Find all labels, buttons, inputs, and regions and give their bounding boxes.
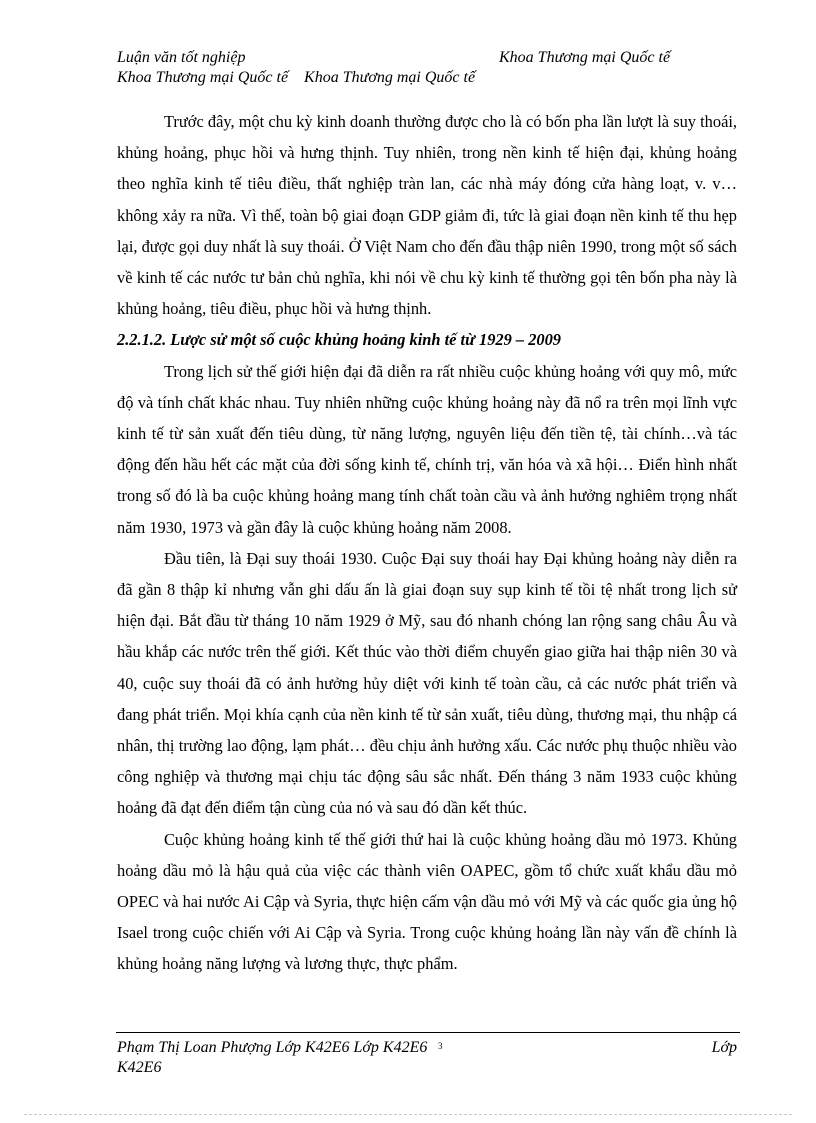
paragraph-business-cycle: Trước đây, một chu kỳ kinh doanh thường được cho là có bốn pha lần lượt là suy thoái, khủng hoảng, phục hồi và hưng thịnh. Tuy nhiên, trong nền kinh tế hiện đại, khủng hoảng theo nghĩa kinh tế tiêu điều, thất nghiệp tràn lan, các nhà máy đóng cửa hàng loạt, v. v… không xảy ra nữa. Vì thế, toàn bộ giai đoạn GDP giảm đi, tức là giai đoạn nền kinh tế thu hẹp lại, được gọi duy nhất là suy thoái. Ở Việt Nam cho đến đầu thập niên 1990, trong một số sách về kinh tế các nước tư bản chủ nghĩa, khi nói về chu kỳ kinh tế thường gọi tên bốn pha này là khủng hoảng, tiêu điều, phục hồi và hưng thịnh. (117, 112, 737, 319)
page-footer (117, 1038, 737, 1078)
footer-class-label: Lớp (711, 1039, 737, 1056)
page-boundary-line (24, 1114, 792, 1115)
paragraph-great-depression: Đầu tiên, là Đại suy thoái 1930. Cuộc Đại suy thoái hay Đại khủng hoảng này diễn ra đã gần 8 thập kỉ nhưng vẫn ghi dấu ấn là giai đoạn suy sụp kinh tế tồi tệ nhất trong lịch sử hiện đại. Bắt đầu từ tháng 10 năm 1929 ở Mỹ, sau đó nhanh chóng lan rộng sang châu Âu và hầu khắp các nước trên thế giới. Kết thúc vào thời điểm chuyển giao giữa hai thập niên 30 và 40, cuộc suy thoái đã có ảnh hưởng hủy diệt với kinh tế toàn cầu, cả các nước phát triển và đang phát triển. Mọi khía cạnh của nền kinh tế từ sản xuất, tiêu dùng, thương mại, thu nhập cá nhân, thị trường lao động, lạm phát… đều chịu ảnh hưởng xấu. Các nước phụ thuộc nhiều vào công nghiệp và thương mại chịu tác động sâu sắc nhất. Đến tháng 3 năm 1933 cuộc khủng hoảng đã đạt đến điểm tận cùng của nó và sau đó dần kết thúc. (117, 548, 737, 818)
footer-row-1 (117, 1038, 737, 1058)
footer-class-code: K42E6 (117, 1059, 162, 1076)
paragraph-crisis-history: Trong lịch sử thế giới hiện đại đã diễn ra rất nhiều cuộc khủng hoảng với quy mô, mức độ và tính chất khác nhau. Tuy nhiên những cuộc khủng hoảng này đã nổ ra trên mọi lĩnh vực kinh tế từ sản xuất đến tiêu dùng, từ năng lượng, nguyên liệu đến tiền tệ, tài chính…và tác động đến hầu hết các mặt của đời sống kinh tế, chính trị, văn hóa và xã hội… Điển hình nhất trong số đó là ba cuộc khủng hoảng mang tính chất toàn cầu và ảnh hưởng nghiêm trọng nhất năm 1930, 1973 và gần đây là cuộc khủng hoảng năm 2008. (117, 361, 737, 537)
header-row-2 (117, 68, 717, 88)
footer-divider (116, 1032, 740, 1033)
paragraph-oil-crisis: Cuộc khủng hoảng kinh tế thế giới thứ hai là cuộc khủng hoảng dầu mỏ 1973. Khủng hoảng dầu mỏ là hậu quả của việc các thành viên OAPEC, gồm tổ chức xuất khẩu dầu mỏ OPEC và hai nước Ai Cập và Syria, thực hiện cấm vận dầu mỏ với Mỹ và các quốc gia ủng hộ Isael trong cuộc chiến với Ai Cập và Syria. Trong cuộc khủng hoảng lần này vấn đề chính là khủng hoảng năng lượng và lương thực, thực phẩm. (117, 829, 737, 974)
header-faculty-label: Khoa Thương mại Quốc tế (499, 49, 671, 66)
page-number: 3 (438, 1041, 443, 1051)
header-thesis-label: Luận văn tốt nghiệp (117, 49, 246, 66)
page-header (117, 48, 717, 88)
footer-author: Phạm Thị Loan Phượng Lớp K42E6 Lớp K42E6 (117, 1039, 428, 1056)
footer-row-2 (117, 1058, 737, 1078)
section-heading: 2.2.1.2. Lược sử một số cuộc khủng hoảng kinh tế từ 1929 – 2009 (117, 330, 561, 350)
header-faculty-repeat: Khoa Thương mại Quốc tế Khoa Thương mại Quốc tế (117, 69, 476, 86)
header-row-1 (117, 48, 717, 68)
document-body (117, 106, 737, 980)
